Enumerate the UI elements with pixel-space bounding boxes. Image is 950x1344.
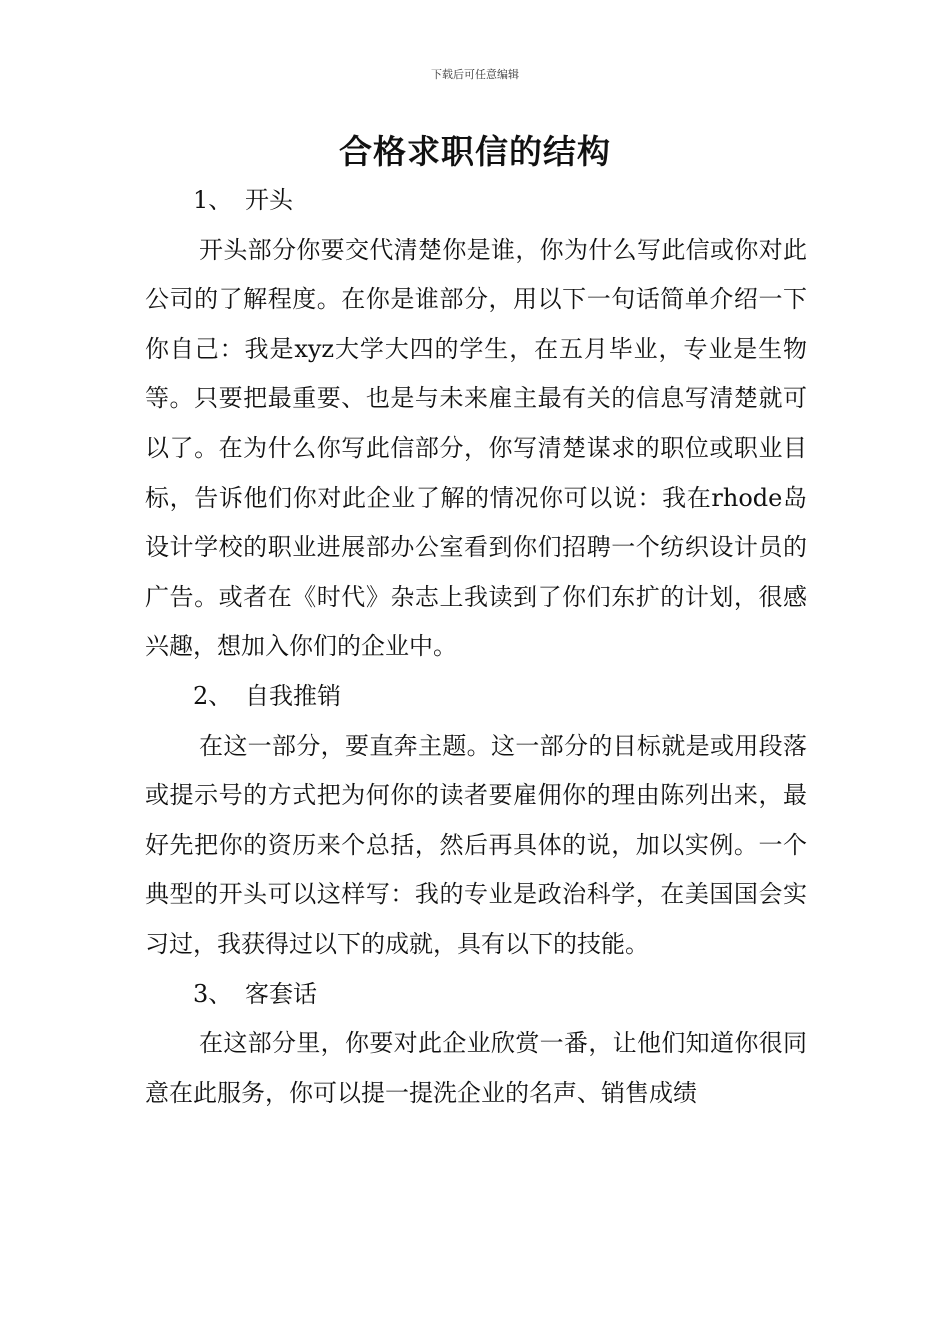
document-body [145,176,807,1118]
section-paragraph-2: 在这一部分，要直奔主题。这一部分的目标就是或用段落或提示号的方式把为何你的读者要雇佣你的理由陈列出来，最好先把你的资历来个总括，然后再具体的说，加以实例。一个典型的开头可以这样写：我的专业是政治科学，在美国国会实习过，我获得过以下的成就，具有以下的技能。 [145,731,807,958]
header-note: 下载后可任意编辑 [431,68,519,81]
section-paragraph-1: 开头部分你要交代清楚你是谁，你为什么写此信或你对此公司的了解程度。在你是谁部分，用以下一句话简单介绍一下你自己：我是xyz大学大四的学生，在五月毕业，专业是生物等。只要把最重要、也是与未来雇主最有关的信息写清楚就可以了。在为什么你写此信部分，你写清楚谋求的职位或职业目标，告诉他们你对此企业了解的情况你可以说：我在rhode岛设计学校的职业进展部办公室看到你们招聘一个纺织设计员的广告。或者在《时代》杂志上我读到了你们东扩的计划，很感兴趣，想加入你们的企业中。 [145,235,807,661]
section-number: 1、 [193,186,233,214]
section-paragraph-3: 在这部分里，你要对此企业欣赏一番，让他们知道你很同意在此服务，你可以提一提洗企业的名声、销售成绩 [145,1029,807,1107]
section-heading-text: 开头 [245,186,293,214]
section-heading-1 [145,176,807,226]
section-number: 2、 [193,681,233,710]
section-number: 3、 [193,979,233,1008]
section-heading-2 [145,672,807,722]
section-heading-text: 客套话 [245,979,317,1008]
section-heading-text: 自我推销 [245,681,341,710]
section-heading-3 [145,970,807,1020]
document-title: 合格求职信的结构 [339,132,611,171]
